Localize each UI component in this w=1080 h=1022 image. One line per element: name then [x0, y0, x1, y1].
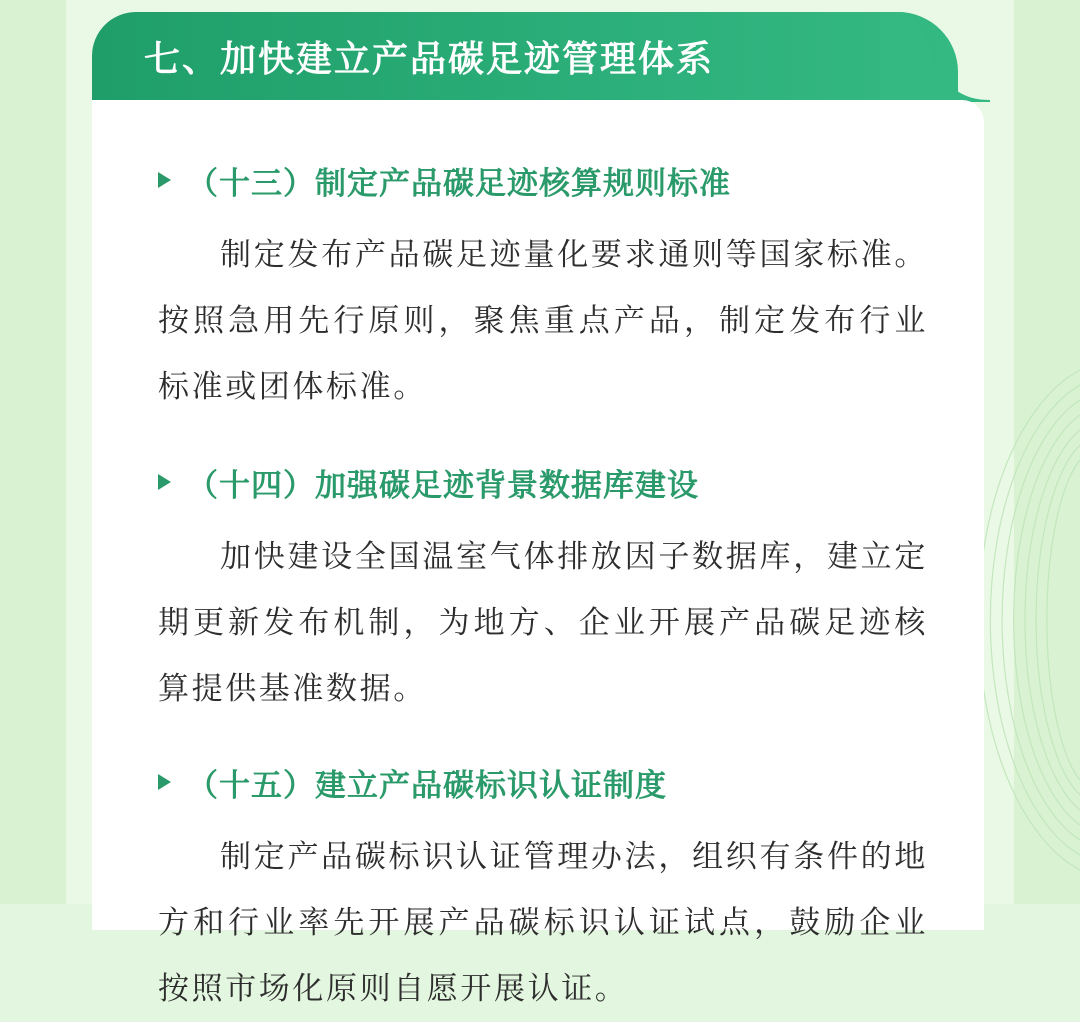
section-number: （十四）: [187, 467, 315, 504]
left-margin-strip: [0, 0, 66, 904]
section-title: 制定产品碳足迹核算规则标准: [315, 165, 731, 202]
section-body: 制定产品碳标识认证管理办法，组织有条件的地方和行业率先开展产品碳标识认证试点，鼓励企业按照市场化原则自愿开展认证。: [158, 839, 928, 1007]
section-heading: [158, 156, 938, 204]
section-heading: [158, 458, 938, 506]
section-number: （十三）: [187, 165, 315, 202]
triangle-bullet-icon: [158, 474, 171, 490]
section-13: [158, 156, 938, 420]
section-body: 加快建设全国温室气体排放因子数据库，建立定期更新发布机制，为地方、企业开展产品碳足迹核算提供基准数据。: [158, 539, 928, 707]
triangle-bullet-icon: [158, 172, 171, 188]
section-title: 建立产品碳标识认证制度: [315, 767, 667, 804]
section-14: [158, 458, 938, 722]
section-title: 加强碳足迹背景数据库建设: [315, 467, 699, 504]
triangle-bullet-icon: [158, 774, 171, 790]
title-tab-curve: [880, 12, 990, 102]
section-number: （十五）: [187, 767, 315, 804]
section-body: 制定发布产品碳足迹量化要求通则等国家标准。按照急用先行原则，聚焦重点产品，制定发布行业标准或团体标准。: [158, 237, 928, 405]
section-heading: [158, 758, 938, 806]
page-title: 七、加快建立产品碳足迹管理体系: [144, 39, 715, 80]
section-15: [158, 758, 938, 1022]
